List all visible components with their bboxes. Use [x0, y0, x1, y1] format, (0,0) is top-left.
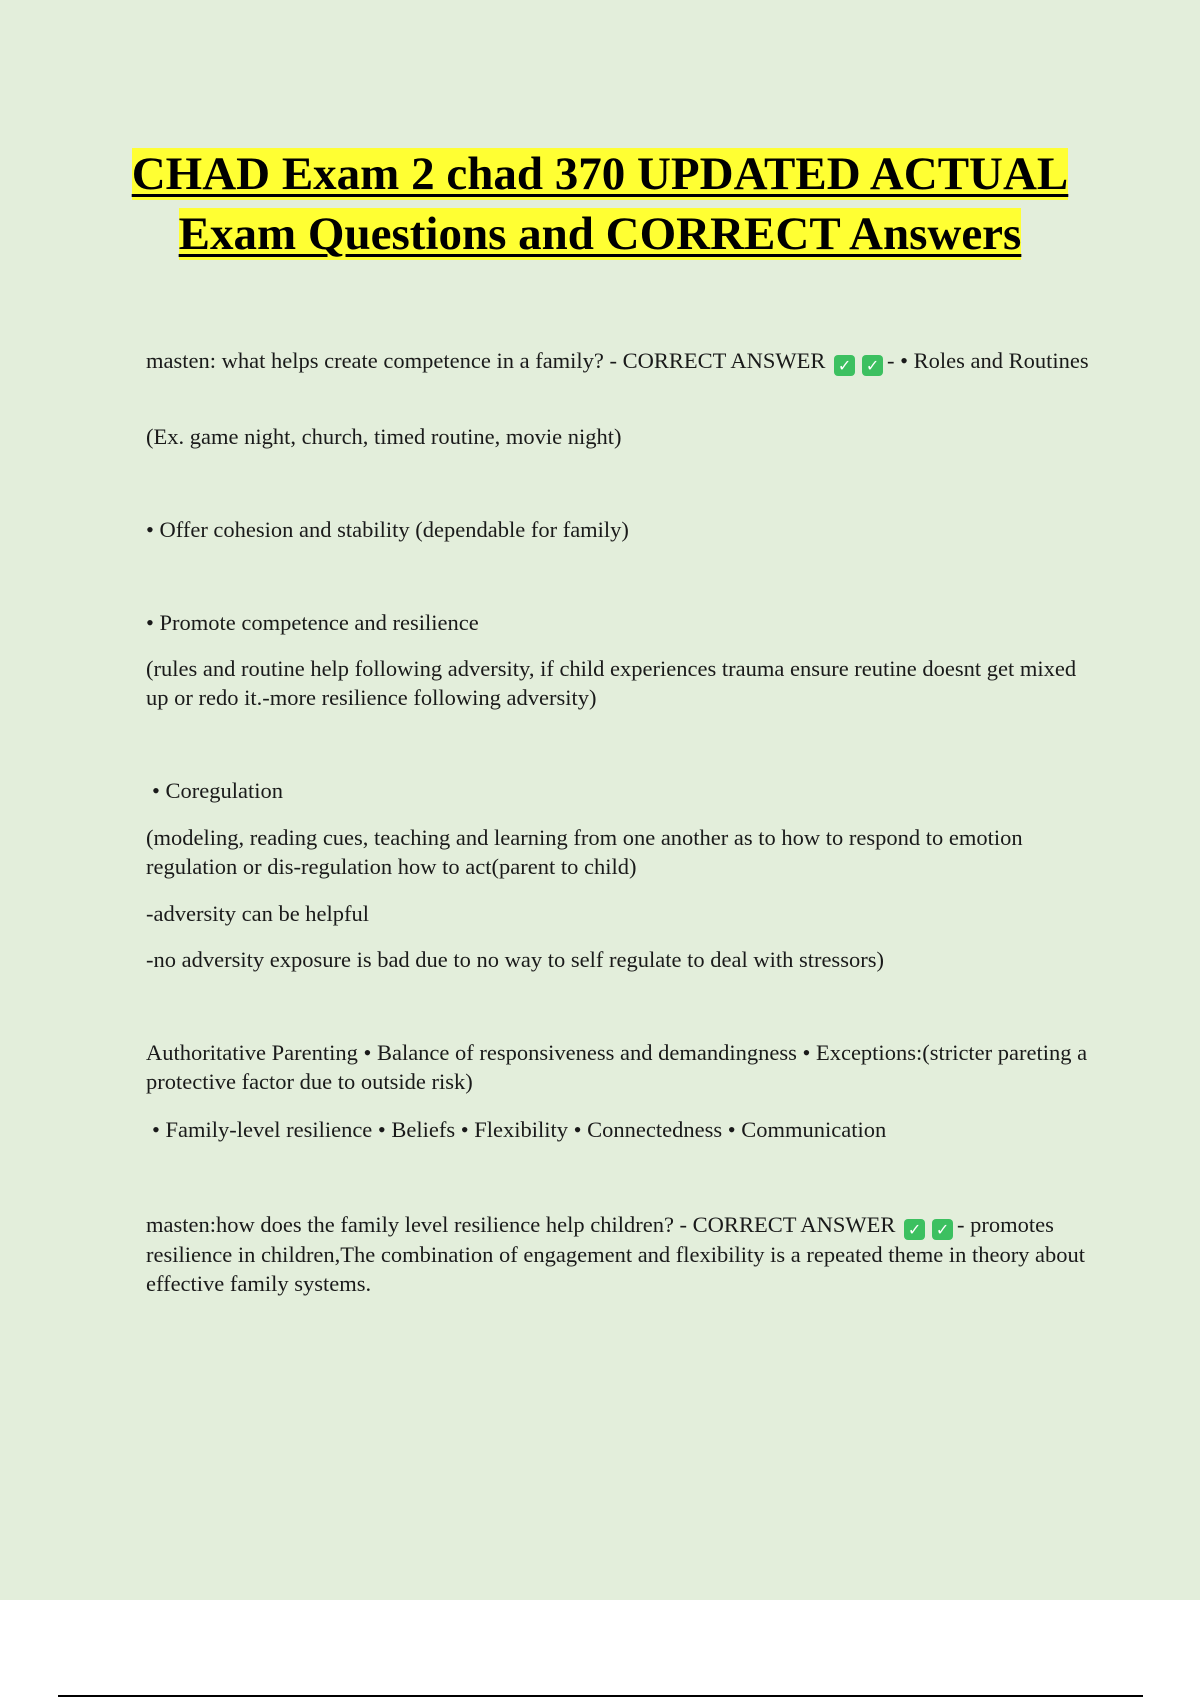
checkmark-icon: ✓: [834, 355, 855, 376]
q1-adversity-helpful: -adversity can be helpful: [146, 901, 370, 926]
q2-question: masten:how does the family level resilience help children? - CORRECT ANSWER: [146, 1212, 896, 1237]
q1-example: (Ex. game night, church, timed routine, movie night): [146, 424, 622, 449]
q2-answer: - promotes resilience in children,The combination of engagement and flexibility is a repeated theme in theory about effective family systems.: [146, 1212, 1086, 1296]
q1-bullet-cohesion: • Offer cohesion and stability (dependable for family): [146, 517, 629, 542]
title-block: [100, 144, 1100, 264]
q1-family-level: • Family-level resilience • Beliefs • Flexibility • Connectedness • Communication: [152, 1117, 887, 1142]
q1-paragraph: [146, 346, 1096, 376]
checkmark-icon: ✓: [932, 1219, 953, 1240]
q1-adversity-none: -no adversity exposure is bad due to no way to self regulate to deal with stressors): [146, 947, 884, 972]
q1-coregulation-detail: (modeling, reading cues, teaching and learning from one another as to how to respond to emotion regulation or dis-regulation how to act(parent to child): [146, 825, 1023, 879]
checkmark-icon: ✓: [862, 355, 883, 376]
q1-authoritative: Authoritative Parenting • Balance of responsiveness and demandingness • Exceptions:(stricter pareting a protective factor due to outside risk): [146, 1040, 1088, 1094]
q2-paragraph: [146, 1210, 1096, 1298]
checkmark-icon: ✓: [904, 1219, 925, 1240]
document-title: CHAD Exam 2 chad 370 UPDATED ACTUAL Exam Questions and CORRECT Answers: [131, 148, 1069, 260]
q1-bullet-coregulation: • Coregulation: [152, 778, 283, 803]
footer-divider: [58, 1695, 1143, 1697]
q1-question: masten: what helps create competence in a family? - CORRECT ANSWER: [146, 348, 826, 373]
q1-competence-detail: (rules and routine help following adversity, if child experiences trauma ensure reutine doesnt get mixed up or redo it.-more resilience following adversity): [146, 656, 1077, 710]
q1-answer-lead: - • Roles and Routines: [887, 348, 1089, 373]
q1-bullet-competence: • Promote competence and resilience: [146, 610, 479, 635]
